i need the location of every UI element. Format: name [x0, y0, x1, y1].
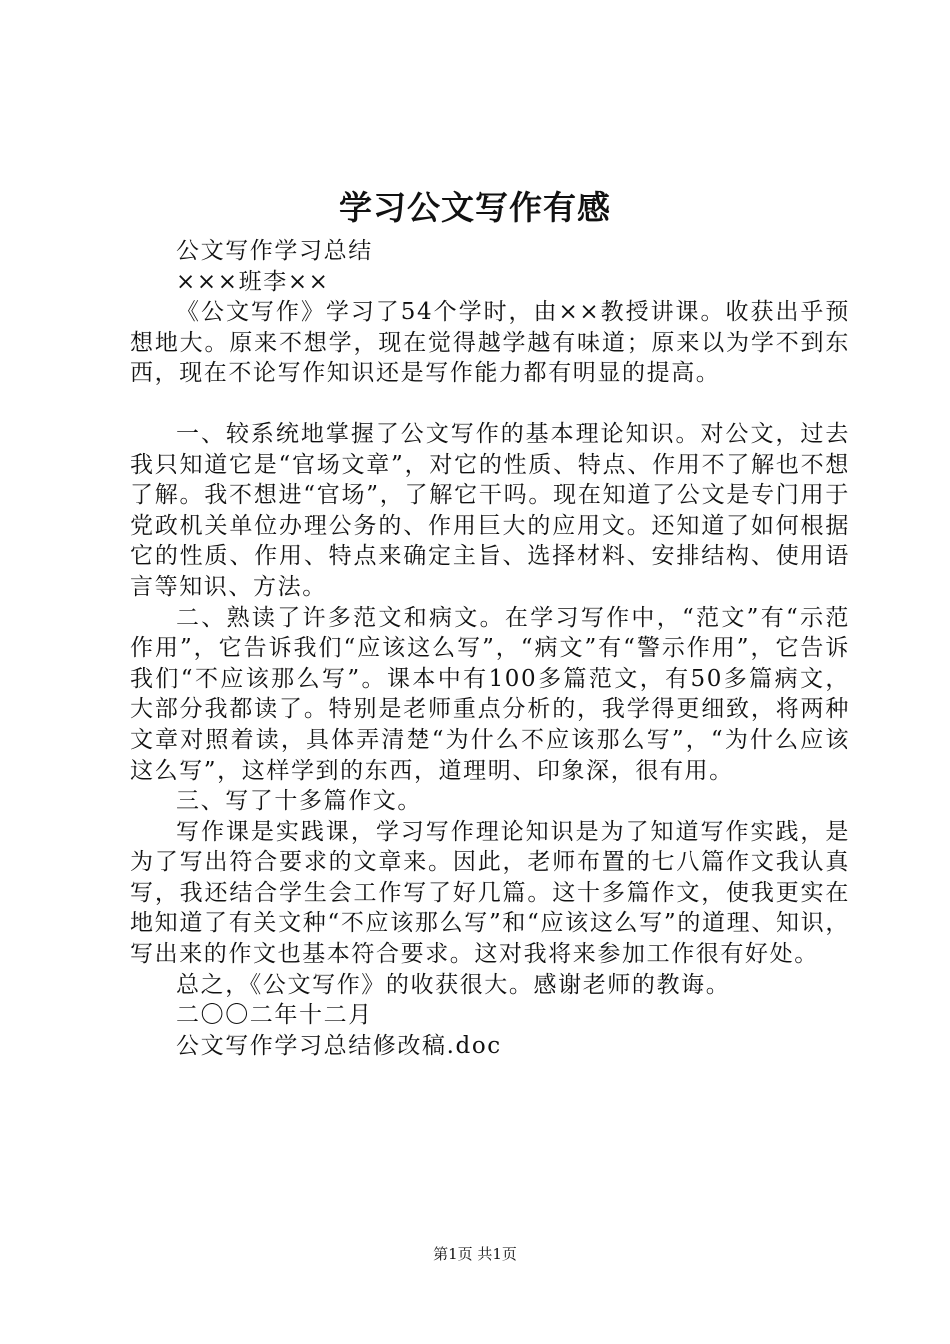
paragraph-subtitle: 公文写作学习总结: [176, 238, 373, 264]
document-body: [130, 236, 850, 1061]
paragraph-conclusion: 总之，《公文写作》的收获很大。感谢老师的教诲。: [176, 971, 731, 998]
document-title: 学习公文写作有感: [339, 188, 611, 227]
paragraph-point-three-heading: 三、写了十多篇作文。: [176, 788, 422, 815]
paragraph-point-one: 一、较系统地掌握了公文写作的基本理论知识。对公文，过去我只知道它是“官场文章”，对它的性质、特点、作用不了解也不想了解。我不想进“官场”，了解它干吗。现在知道了公文是专门用于党政机关单位办理公务的、作用巨大的应用文。还知道了如何根据它的性质、作用、特点来确定主旨、选择材料、安排结构、使用语言等知识、方法。: [130, 420, 850, 600]
paragraph-date: 二〇〇二年十二月: [176, 1002, 373, 1029]
paragraph-point-two: 二、熟读了许多范文和病文。在学习写作中，“范文”有“示范作用”，它告诉我们“应该这么写”，“病文”有“警示作用”，它告诉我们“不应该那么写”。课本中有100多篇范文，有50多篇病文，大部分我都读了。特别是老师重点分析的，我学得更细致，将两种文章对照着读，具体弄清楚“为什么不应该那么写”，“为什么应该这么写”，这样学到的东西，道理明、印象深，很有用。: [130, 604, 850, 784]
paragraph-author: ×××班李××: [176, 268, 330, 295]
paragraph-point-three-body: 写作课是实践课，学习写作理论知识是为了知道写作实践，是为了写出符合要求的文章来。因此，老师布置的七八篇作文我认真写，我还结合学生会工作写了好几篇。这十多篇作文，使我更实在地知道了有关文种“不应该那么写”和“应该这么写”的道理、知识，写出来的作文也基本符合要求。这对我将来参加工作很有好处。: [130, 818, 850, 968]
paragraph-intro: 《公文写作》学习了54个学时，由××教授讲课。收获出乎预想地大。原来不想学，现在觉得越学越有味道；原来以为学不到东西，现在不论写作知识还是写作能力都有明显的提高。: [130, 299, 850, 387]
page-number-footer: 第1页 共1页: [433, 1245, 517, 1263]
paragraph-filename: 公文写作学习总结修改稿.doc: [176, 1032, 502, 1059]
